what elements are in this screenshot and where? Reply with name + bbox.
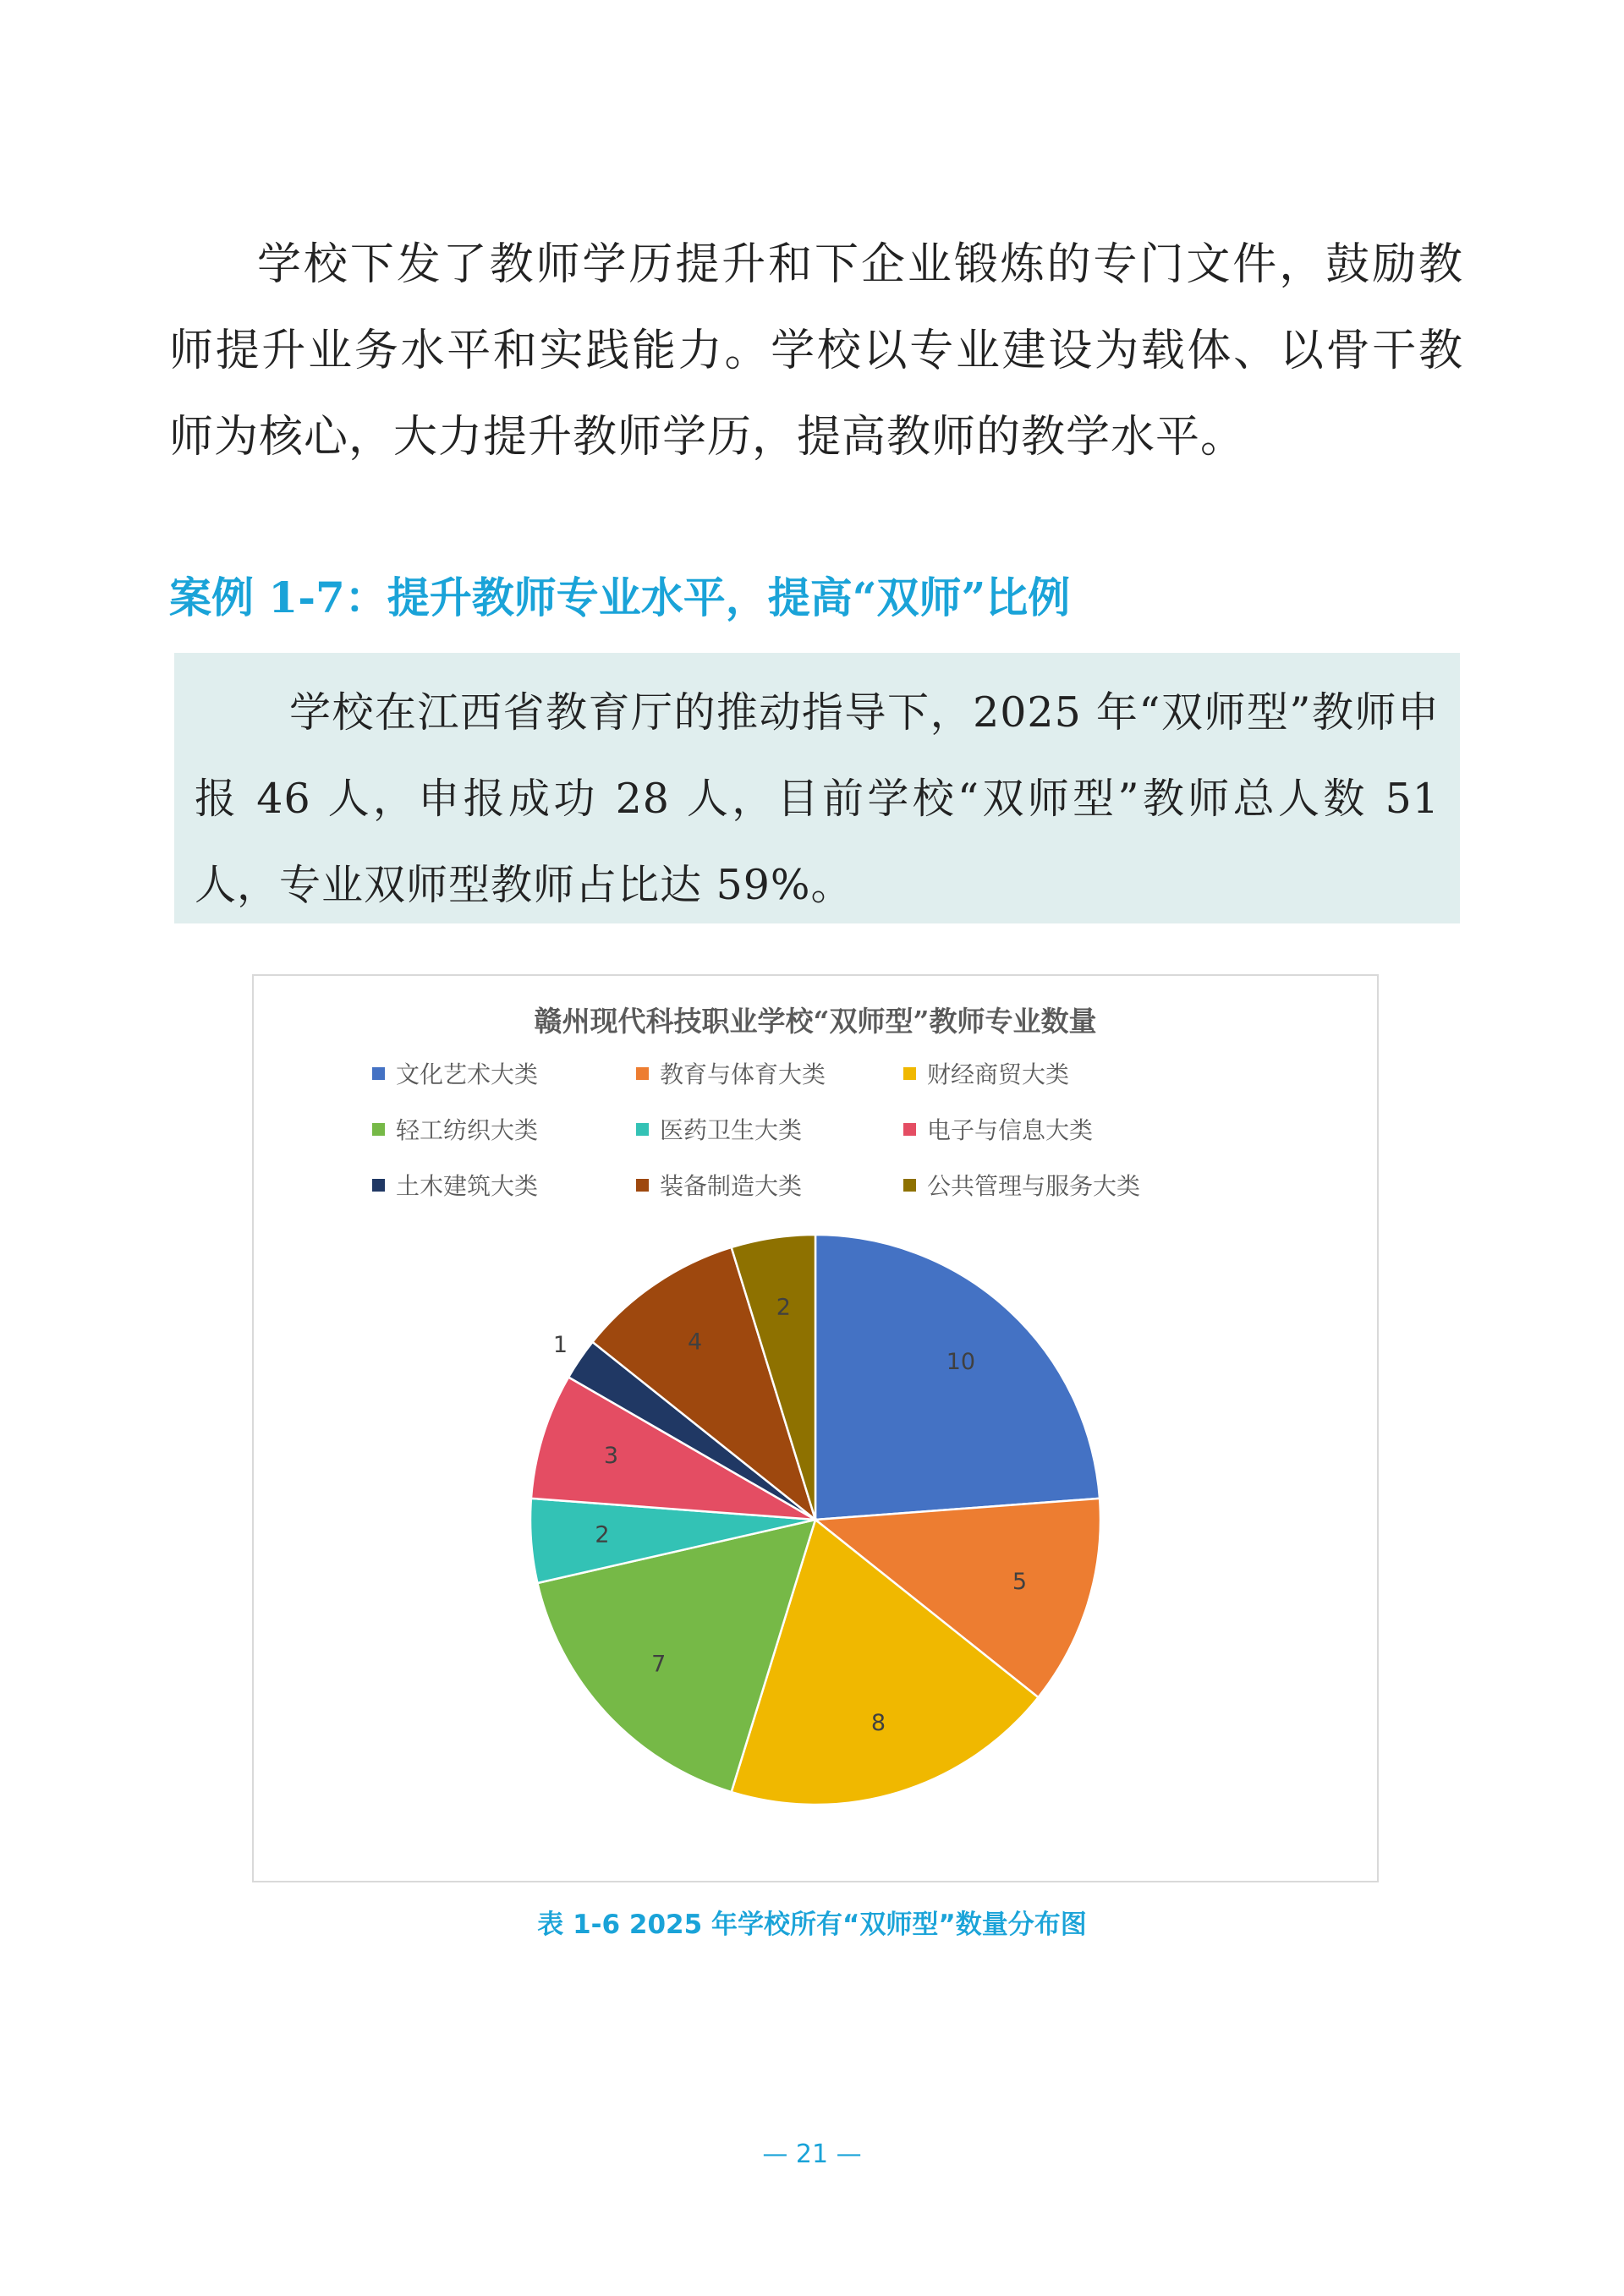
legend-label: 轻工纺织大类 xyxy=(396,1116,539,1144)
pie-data-label: 2 xyxy=(595,1521,610,1548)
legend-label: 装备制造大类 xyxy=(660,1172,803,1200)
pie-data-label: 2 xyxy=(776,1294,791,1321)
intro-paragraph: 学校下发了教师学历提升和下企业锻炼的专门文件，鼓励教师提升业务水平和实践能力。学校以专业建设为载体、以骨干教师为核心，大力提升教师学历，提高教师的教学水平。 xyxy=(169,239,1463,463)
pie-data-label: 10 xyxy=(946,1349,976,1376)
pie-data-label: 4 xyxy=(688,1329,703,1356)
legend-label: 医药卫生大类 xyxy=(660,1116,803,1144)
pie-plot-area xyxy=(254,976,1377,1881)
pie-data-label: 7 xyxy=(651,1651,667,1678)
pie-chart xyxy=(252,974,1379,1882)
case-body: 学校在江西省教育厅的推动指导下，2025 年“双师型”教师申报 46 人，申报成功 28 人，目前学校“双师型”教师总人数 51 人，专业双师型教师占比达 59%。 xyxy=(195,688,1440,909)
legend-label: 土木建筑大类 xyxy=(396,1172,539,1200)
pie-data-label: 3 xyxy=(603,1443,619,1470)
case-heading: 案例 1-7：提升教师专业水平，提高“双师”比例 xyxy=(169,573,1071,622)
legend-label: 财经商贸大类 xyxy=(927,1060,1070,1088)
pie-data-label: 8 xyxy=(870,1710,886,1737)
case-box xyxy=(174,653,1460,923)
legend-label: 文化艺术大类 xyxy=(396,1060,539,1088)
page-number: — 21 — xyxy=(762,2140,862,2169)
legend-label: 公共管理与服务大类 xyxy=(927,1172,1141,1200)
legend-label: 电子与信息大类 xyxy=(927,1116,1094,1144)
pie-slice xyxy=(815,1235,1100,1520)
pie-data-label: 5 xyxy=(1012,1568,1028,1595)
pie-data-label: 1 xyxy=(552,1331,568,1358)
figure-caption: 表 1-6 2025 年学校所有“双师型”数量分布图 xyxy=(537,1910,1087,1940)
chart-title: 赣州现代科技职业学校“双师型”教师专业数量 xyxy=(534,1005,1097,1038)
legend-label: 教育与体育大类 xyxy=(660,1060,826,1088)
